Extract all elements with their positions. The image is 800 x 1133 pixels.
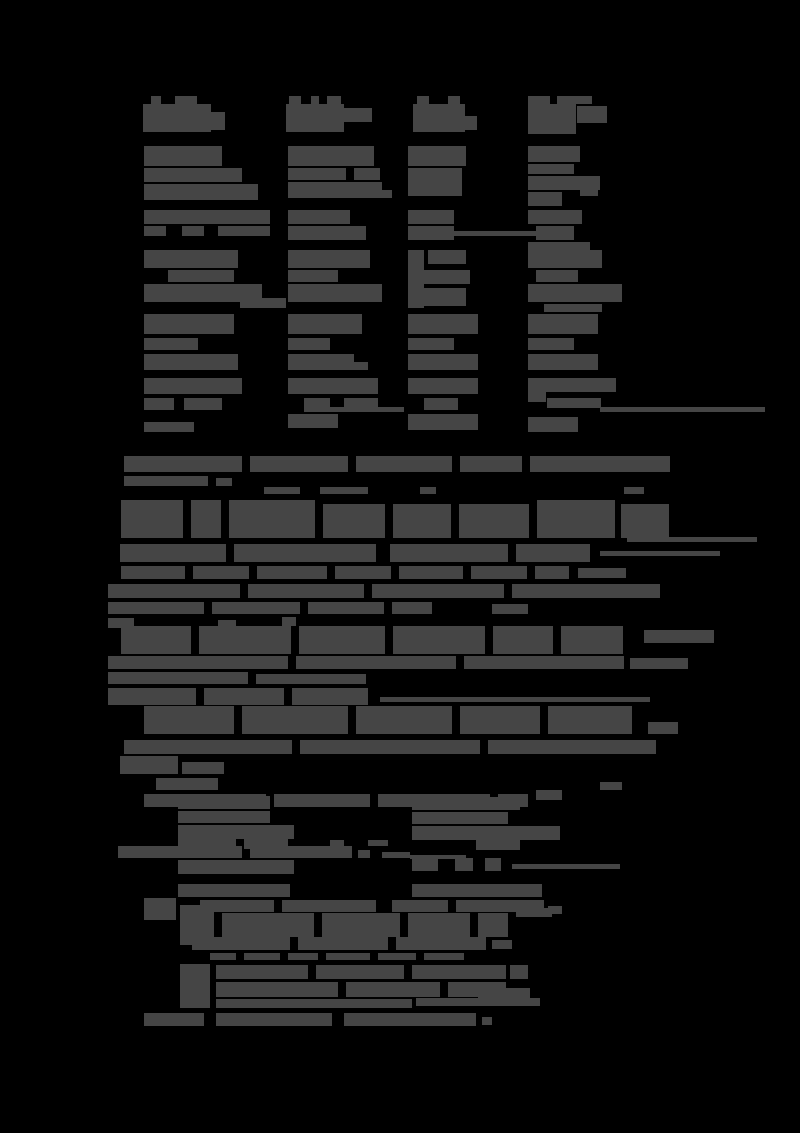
text-pixel-block (216, 1013, 332, 1026)
text-pixel-block (482, 1017, 492, 1025)
text-pixel-block (344, 1013, 476, 1026)
text-pixel-block (144, 1013, 204, 1026)
